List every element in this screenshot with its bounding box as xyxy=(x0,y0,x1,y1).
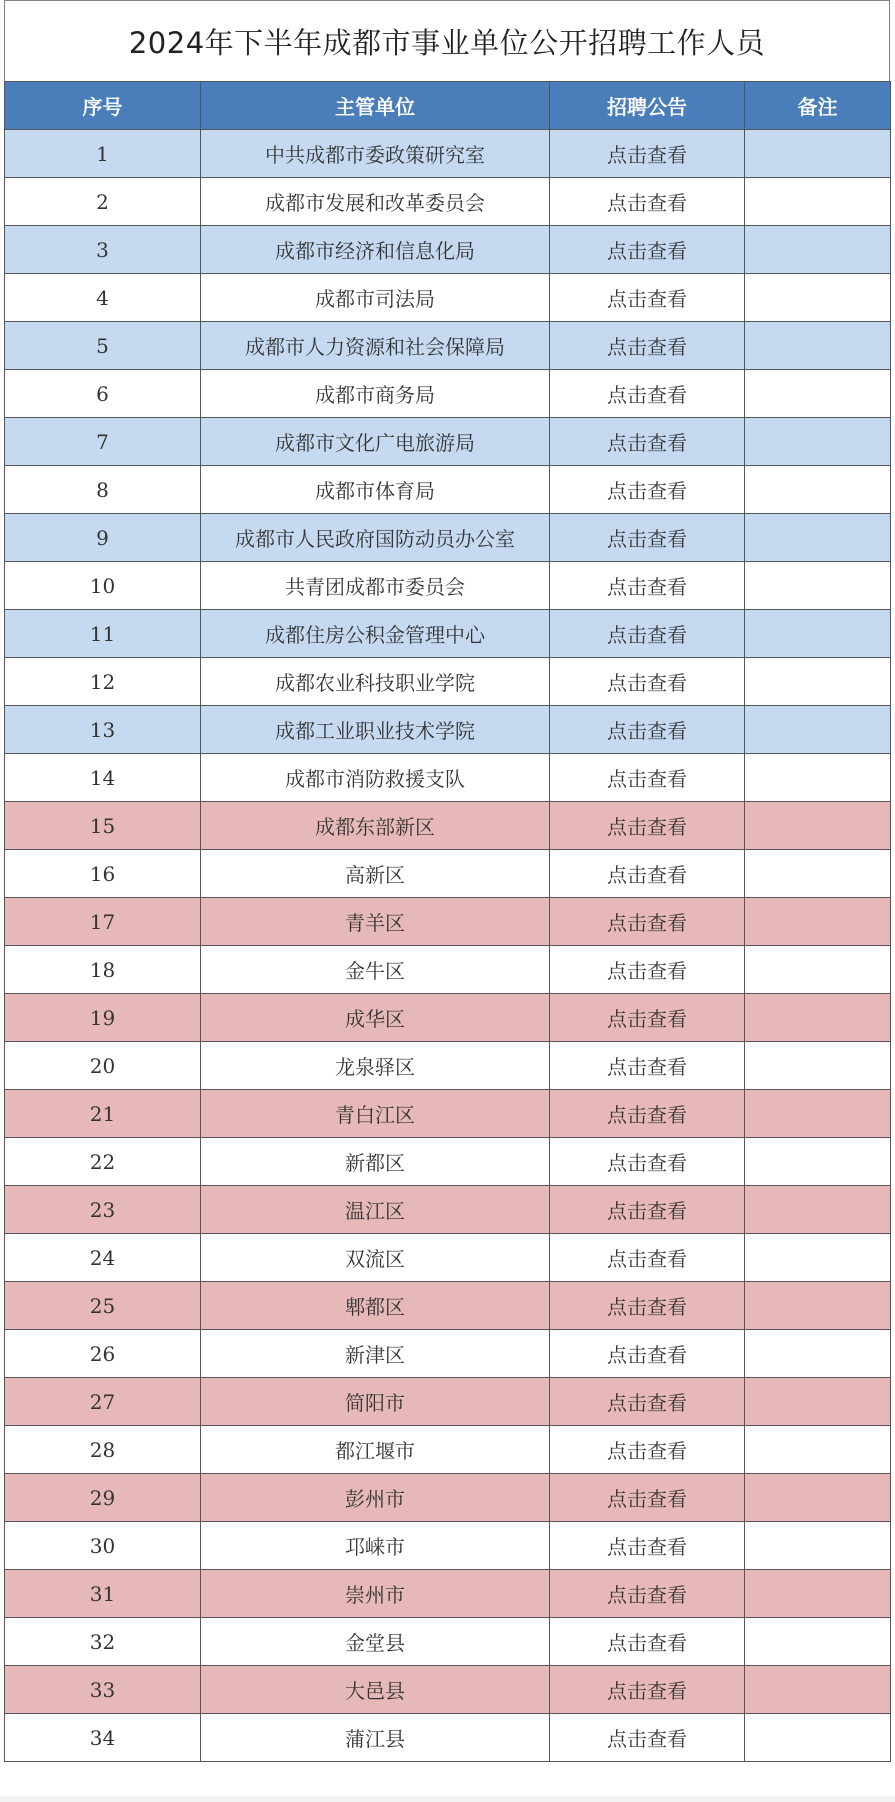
table-row xyxy=(5,1378,891,1426)
row-department-cell: 都江堰市 xyxy=(201,1426,550,1474)
row-index-cell: 13 xyxy=(5,706,201,754)
row-notice-link[interactable]: 点击查看 xyxy=(550,1714,745,1762)
row-index-cell: 11 xyxy=(5,610,201,658)
row-index-cell: 17 xyxy=(5,898,201,946)
row-department-cell: 成华区 xyxy=(201,994,550,1042)
table-row xyxy=(5,1234,891,1282)
row-department-cell: 彭州市 xyxy=(201,1474,550,1522)
table-row xyxy=(5,1426,891,1474)
row-notice-link[interactable]: 点击查看 xyxy=(550,1186,745,1234)
row-remark-cell xyxy=(745,562,891,610)
row-department-cell: 成都市司法局 xyxy=(201,274,550,322)
row-department-cell: 崇州市 xyxy=(201,1570,550,1618)
row-notice-link[interactable]: 点击查看 xyxy=(550,850,745,898)
row-index-cell: 20 xyxy=(5,1042,201,1090)
table-row xyxy=(5,706,891,754)
row-notice-link[interactable]: 点击查看 xyxy=(550,1042,745,1090)
row-notice-link[interactable]: 点击查看 xyxy=(550,130,745,178)
row-notice-link[interactable]: 点击查看 xyxy=(550,946,745,994)
row-notice-link[interactable]: 点击查看 xyxy=(550,274,745,322)
table-row xyxy=(5,802,891,850)
row-index-cell: 29 xyxy=(5,1474,201,1522)
row-remark-cell xyxy=(745,1330,891,1378)
row-notice-link[interactable]: 点击查看 xyxy=(550,802,745,850)
row-remark-cell xyxy=(745,466,891,514)
row-notice-link[interactable]: 点击查看 xyxy=(550,514,745,562)
row-remark-cell xyxy=(745,1186,891,1234)
row-index-cell: 8 xyxy=(5,466,201,514)
row-department-cell: 成都东部新区 xyxy=(201,802,550,850)
row-department-cell: 中共成都市委政策研究室 xyxy=(201,130,550,178)
row-index-cell: 26 xyxy=(5,1330,201,1378)
row-notice-link[interactable]: 点击查看 xyxy=(550,1378,745,1426)
row-remark-cell xyxy=(745,370,891,418)
table-row xyxy=(5,994,891,1042)
row-notice-link[interactable]: 点击查看 xyxy=(550,706,745,754)
row-department-cell: 蒲江县 xyxy=(201,1714,550,1762)
table-row xyxy=(5,178,891,226)
row-remark-cell xyxy=(745,1618,891,1666)
row-department-cell: 简阳市 xyxy=(201,1378,550,1426)
row-index-cell: 2 xyxy=(5,178,201,226)
table-row xyxy=(5,562,891,610)
row-department-cell: 新津区 xyxy=(201,1330,550,1378)
table-row xyxy=(5,1186,891,1234)
table-row xyxy=(5,610,891,658)
row-index-cell: 10 xyxy=(5,562,201,610)
row-remark-cell xyxy=(745,1570,891,1618)
row-index-cell: 3 xyxy=(5,226,201,274)
row-department-cell: 成都市消防救援支队 xyxy=(201,754,550,802)
header-department: 主管单位 xyxy=(201,82,550,130)
row-index-cell: 9 xyxy=(5,514,201,562)
header-index: 序号 xyxy=(5,82,201,130)
table-row xyxy=(5,418,891,466)
row-remark-cell xyxy=(745,658,891,706)
table-row xyxy=(5,1282,891,1330)
row-notice-link[interactable]: 点击查看 xyxy=(550,1522,745,1570)
row-notice-link[interactable]: 点击查看 xyxy=(550,754,745,802)
row-index-cell: 34 xyxy=(5,1714,201,1762)
row-notice-link[interactable]: 点击查看 xyxy=(550,610,745,658)
row-remark-cell xyxy=(745,514,891,562)
row-department-cell: 金堂县 xyxy=(201,1618,550,1666)
row-department-cell: 高新区 xyxy=(201,850,550,898)
row-index-cell: 12 xyxy=(5,658,201,706)
row-index-cell: 23 xyxy=(5,1186,201,1234)
row-remark-cell xyxy=(745,994,891,1042)
table-row xyxy=(5,322,891,370)
row-remark-cell xyxy=(745,706,891,754)
recruitment-table xyxy=(4,81,891,1762)
row-notice-link[interactable]: 点击查看 xyxy=(550,1618,745,1666)
row-index-cell: 19 xyxy=(5,994,201,1042)
table-row xyxy=(5,898,891,946)
row-index-cell: 5 xyxy=(5,322,201,370)
row-notice-link[interactable]: 点击查看 xyxy=(550,1570,745,1618)
row-remark-cell xyxy=(745,1714,891,1762)
table-title: 2024年下半年成都市事业单位公开招聘工作人员 xyxy=(4,0,890,81)
table-row xyxy=(5,850,891,898)
row-remark-cell xyxy=(745,1234,891,1282)
row-department-cell: 温江区 xyxy=(201,1186,550,1234)
row-department-cell: 新都区 xyxy=(201,1138,550,1186)
row-index-cell: 14 xyxy=(5,754,201,802)
row-index-cell: 33 xyxy=(5,1666,201,1714)
row-department-cell: 成都市发展和改革委员会 xyxy=(201,178,550,226)
table-row xyxy=(5,466,891,514)
table-body xyxy=(5,130,891,1762)
row-remark-cell xyxy=(745,178,891,226)
row-notice-link[interactable]: 点击查看 xyxy=(550,1138,745,1186)
row-notice-link[interactable]: 点击查看 xyxy=(550,1426,745,1474)
row-remark-cell xyxy=(745,898,891,946)
row-index-cell: 24 xyxy=(5,1234,201,1282)
table-row xyxy=(5,946,891,994)
table-header-row xyxy=(5,82,891,130)
row-remark-cell xyxy=(745,1378,891,1426)
row-remark-cell xyxy=(745,1282,891,1330)
row-department-cell: 成都市人力资源和社会保障局 xyxy=(201,322,550,370)
table-row xyxy=(5,658,891,706)
row-department-cell: 双流区 xyxy=(201,1234,550,1282)
row-department-cell: 成都市体育局 xyxy=(201,466,550,514)
row-index-cell: 15 xyxy=(5,802,201,850)
row-remark-cell xyxy=(745,1042,891,1090)
row-remark-cell xyxy=(745,418,891,466)
row-notice-link[interactable]: 点击查看 xyxy=(550,322,745,370)
table-row xyxy=(5,274,891,322)
row-remark-cell xyxy=(745,802,891,850)
row-notice-link[interactable]: 点击查看 xyxy=(550,1234,745,1282)
table-row xyxy=(5,754,891,802)
row-notice-link[interactable]: 点击查看 xyxy=(550,898,745,946)
table-row xyxy=(5,1666,891,1714)
row-notice-link[interactable]: 点击查看 xyxy=(550,1474,745,1522)
row-remark-cell xyxy=(745,946,891,994)
row-notice-link[interactable]: 点击查看 xyxy=(550,418,745,466)
row-remark-cell xyxy=(745,1426,891,1474)
row-notice-link[interactable]: 点击查看 xyxy=(550,562,745,610)
row-remark-cell xyxy=(745,850,891,898)
row-department-cell: 大邑县 xyxy=(201,1666,550,1714)
row-department-cell: 共青团成都市委员会 xyxy=(201,562,550,610)
header-notice: 招聘公告 xyxy=(550,82,745,130)
row-department-cell: 龙泉驿区 xyxy=(201,1042,550,1090)
row-remark-cell xyxy=(745,322,891,370)
row-department-cell: 成都农业科技职业学院 xyxy=(201,658,550,706)
row-notice-link[interactable]: 点击查看 xyxy=(550,658,745,706)
table-row xyxy=(5,1474,891,1522)
table-row xyxy=(5,1714,891,1762)
table-row xyxy=(5,1138,891,1186)
row-remark-cell xyxy=(745,1474,891,1522)
row-notice-link[interactable]: 点击查看 xyxy=(550,1090,745,1138)
row-department-cell: 青白江区 xyxy=(201,1090,550,1138)
row-remark-cell xyxy=(745,1666,891,1714)
row-remark-cell xyxy=(745,1138,891,1186)
table-row xyxy=(5,1618,891,1666)
row-index-cell: 28 xyxy=(5,1426,201,1474)
row-index-cell: 22 xyxy=(5,1138,201,1186)
table-row xyxy=(5,226,891,274)
table-row xyxy=(5,514,891,562)
row-department-cell: 成都市经济和信息化局 xyxy=(201,226,550,274)
row-index-cell: 1 xyxy=(5,130,201,178)
row-index-cell: 6 xyxy=(5,370,201,418)
row-notice-link[interactable]: 点击查看 xyxy=(550,1666,745,1714)
row-index-cell: 7 xyxy=(5,418,201,466)
row-notice-link[interactable]: 点击查看 xyxy=(550,226,745,274)
table-row xyxy=(5,1090,891,1138)
row-index-cell: 32 xyxy=(5,1618,201,1666)
row-department-cell: 成都市文化广电旅游局 xyxy=(201,418,550,466)
row-notice-link[interactable]: 点击查看 xyxy=(550,1330,745,1378)
row-remark-cell xyxy=(745,754,891,802)
row-index-cell: 25 xyxy=(5,1282,201,1330)
row-department-cell: 青羊区 xyxy=(201,898,550,946)
row-department-cell: 成都市商务局 xyxy=(201,370,550,418)
row-notice-link[interactable]: 点击查看 xyxy=(550,466,745,514)
row-index-cell: 16 xyxy=(5,850,201,898)
header-remark: 备注 xyxy=(745,82,891,130)
table-row xyxy=(5,130,891,178)
row-notice-link[interactable]: 点击查看 xyxy=(550,1282,745,1330)
row-notice-link[interactable]: 点击查看 xyxy=(550,994,745,1042)
row-remark-cell xyxy=(745,1522,891,1570)
row-index-cell: 27 xyxy=(5,1378,201,1426)
row-department-cell: 邛崃市 xyxy=(201,1522,550,1570)
row-department-cell: 郫都区 xyxy=(201,1282,550,1330)
row-notice-link[interactable]: 点击查看 xyxy=(550,370,745,418)
table-row xyxy=(5,1042,891,1090)
row-notice-link[interactable]: 点击查看 xyxy=(550,178,745,226)
row-index-cell: 21 xyxy=(5,1090,201,1138)
row-department-cell: 成都工业职业技术学院 xyxy=(201,706,550,754)
row-department-cell: 成都住房公积金管理中心 xyxy=(201,610,550,658)
page-bottom-divider xyxy=(0,1796,895,1802)
row-remark-cell xyxy=(745,226,891,274)
row-index-cell: 4 xyxy=(5,274,201,322)
row-department-cell: 成都市人民政府国防动员办公室 xyxy=(201,514,550,562)
table-row xyxy=(5,1570,891,1618)
recruitment-table-container xyxy=(4,0,890,1762)
row-remark-cell xyxy=(745,1090,891,1138)
table-row xyxy=(5,1522,891,1570)
row-department-cell: 金牛区 xyxy=(201,946,550,994)
row-remark-cell xyxy=(745,274,891,322)
row-index-cell: 31 xyxy=(5,1570,201,1618)
row-index-cell: 30 xyxy=(5,1522,201,1570)
table-row xyxy=(5,1330,891,1378)
row-index-cell: 18 xyxy=(5,946,201,994)
row-remark-cell xyxy=(745,610,891,658)
row-remark-cell xyxy=(745,130,891,178)
table-row xyxy=(5,370,891,418)
